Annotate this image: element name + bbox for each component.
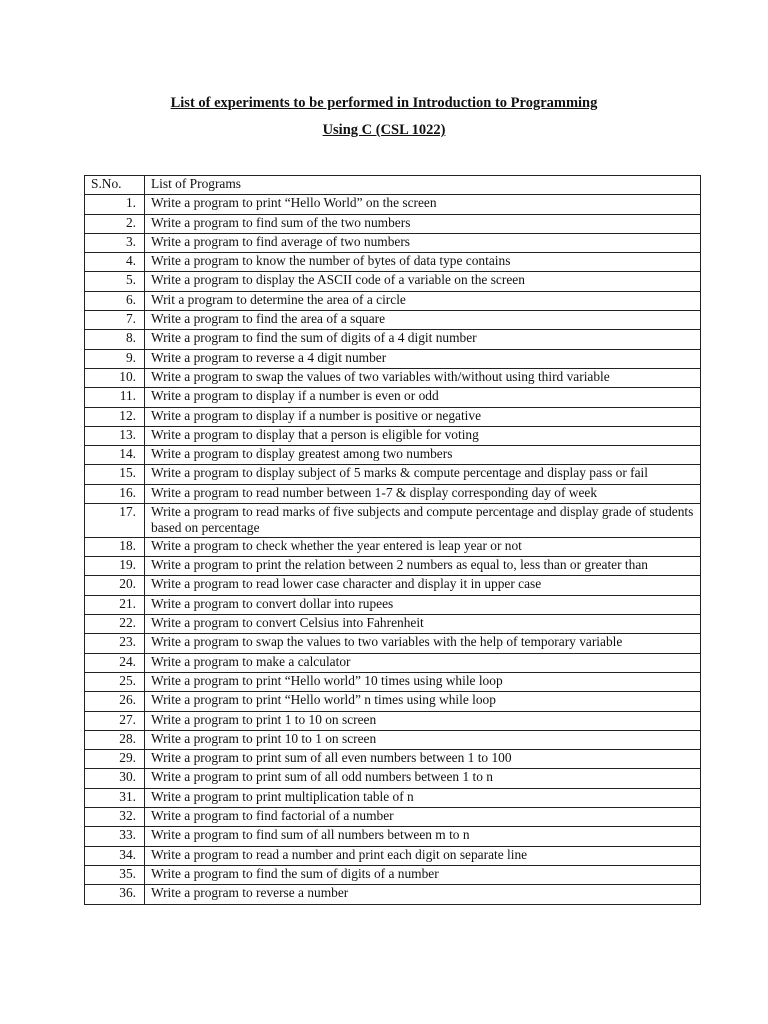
row-sno: 21. (85, 595, 145, 614)
row-program: Writ a program to determine the area of a circle (145, 291, 701, 310)
table-row (85, 311, 701, 330)
row-program: Write a program to print sum of all odd numbers between 1 to n (145, 769, 701, 788)
table-row (85, 388, 701, 407)
row-sno: 25. (85, 672, 145, 691)
row-program: Write a program to display greatest among two numbers (145, 446, 701, 465)
table-row (85, 672, 701, 691)
row-sno: 7. (85, 311, 145, 330)
table-row (85, 504, 701, 538)
table-row (85, 349, 701, 368)
row-program: Write a program to display the ASCII code of a variable on the screen (145, 272, 701, 291)
table-row (85, 730, 701, 749)
row-program: Write a program to know the number of bytes of data type contains (145, 253, 701, 272)
row-program: Write a program to display if a number is even or odd (145, 388, 701, 407)
row-sno: 4. (85, 253, 145, 272)
row-sno: 35. (85, 865, 145, 884)
table-row (85, 557, 701, 576)
row-program: Write a program to read lower case character and display it in upper case (145, 576, 701, 595)
table-row (85, 634, 701, 653)
row-sno: 29. (85, 750, 145, 769)
header-sno: S.No. (85, 176, 145, 195)
row-program: Write a program to print “Hello world” 10 times using while loop (145, 672, 701, 691)
table-row (85, 885, 701, 904)
table-row (85, 653, 701, 672)
table-row (85, 426, 701, 445)
row-program: Write a program to print 10 to 1 on screen (145, 730, 701, 749)
row-sno: 18. (85, 537, 145, 556)
row-sno: 16. (85, 484, 145, 503)
header-programs: List of Programs (145, 176, 701, 195)
table-row (85, 272, 701, 291)
row-program: Write a program to read number between 1-7 & display corresponding day of week (145, 484, 701, 503)
table-row (85, 711, 701, 730)
row-sno: 30. (85, 769, 145, 788)
table-row (85, 615, 701, 634)
table-row (85, 253, 701, 272)
table-row (85, 407, 701, 426)
row-program: Write a program to make a calculator (145, 653, 701, 672)
row-sno: 22. (85, 615, 145, 634)
row-program: Write a program to find factorial of a number (145, 808, 701, 827)
row-program: Write a program to print “Hello World” on the screen (145, 195, 701, 214)
table-row (85, 750, 701, 769)
table-row (85, 214, 701, 233)
row-sno: 23. (85, 634, 145, 653)
row-program: Write a program to find the sum of digits of a number (145, 865, 701, 884)
row-program: Write a program to reverse a 4 digit number (145, 349, 701, 368)
table-row (85, 233, 701, 252)
table-row (85, 368, 701, 387)
row-program: Write a program to find sum of all numbers between m to n (145, 827, 701, 846)
table-row (85, 465, 701, 484)
table-row (85, 595, 701, 614)
row-program: Write a program to find average of two numbers (145, 233, 701, 252)
table-row (85, 446, 701, 465)
row-sno: 31. (85, 788, 145, 807)
row-sno: 10. (85, 368, 145, 387)
row-program: Write a program to swap the values to two variables with the help of temporary variable (145, 634, 701, 653)
table-row (85, 692, 701, 711)
row-sno: 27. (85, 711, 145, 730)
table-row (85, 769, 701, 788)
table-row (85, 576, 701, 595)
row-sno: 5. (85, 272, 145, 291)
table-row (85, 865, 701, 884)
row-program: Write a program to print sum of all even numbers between 1 to 100 (145, 750, 701, 769)
row-sno: 28. (85, 730, 145, 749)
programs-table (84, 175, 701, 905)
row-program: Write a program to print multiplication table of n (145, 788, 701, 807)
row-sno: 19. (85, 557, 145, 576)
row-program: Write a program to check whether the year entered is leap year or not (145, 537, 701, 556)
row-program: Write a program to swap the values of two variables with/without using third variable (145, 368, 701, 387)
row-sno: 1. (85, 195, 145, 214)
row-program: Write a program to display subject of 5 marks & compute percentage and display pass or fail (145, 465, 701, 484)
row-program: Write a program to print 1 to 10 on screen (145, 711, 701, 730)
row-program: Write a program to find the sum of digits of a 4 digit number (145, 330, 701, 349)
row-program: Write a program to read marks of five subjects and compute percentage and display grade of students based on percentage (145, 504, 701, 538)
row-sno: 32. (85, 808, 145, 827)
row-sno: 6. (85, 291, 145, 310)
row-program: Write a program to display if a number is positive or negative (145, 407, 701, 426)
table-row (85, 330, 701, 349)
table-row (85, 846, 701, 865)
row-sno: 15. (85, 465, 145, 484)
row-sno: 2. (85, 214, 145, 233)
document-subtitle: Using C (CSL 1022) (322, 122, 446, 138)
row-sno: 14. (85, 446, 145, 465)
row-sno: 24. (85, 653, 145, 672)
row-sno: 13. (85, 426, 145, 445)
row-program: Write a program to find the area of a square (145, 311, 701, 330)
row-sno: 3. (85, 233, 145, 252)
row-program: Write a program to print “Hello world” n times using while loop (145, 692, 701, 711)
row-program: Write a program to display that a person is eligible for voting (145, 426, 701, 445)
row-sno: 26. (85, 692, 145, 711)
table-header-row (85, 176, 701, 195)
row-sno: 11. (85, 388, 145, 407)
programs-table-body (85, 176, 701, 905)
row-program: Write a program to read a number and print each digit on separate line (145, 846, 701, 865)
table-row (85, 291, 701, 310)
row-program: Write a program to convert Celsius into Fahrenheit (145, 615, 701, 634)
row-sno: 36. (85, 885, 145, 904)
row-program: Write a program to print the relation between 2 numbers as equal to, less than or greater than (145, 557, 701, 576)
table-row (85, 537, 701, 556)
table-row (85, 808, 701, 827)
table-row (85, 827, 701, 846)
document-title: List of experiments to be performed in Introduction to Programming (170, 95, 598, 111)
table-row (85, 788, 701, 807)
row-sno: 9. (85, 349, 145, 368)
table-row (85, 195, 701, 214)
row-sno: 34. (85, 846, 145, 865)
row-program: Write a program to reverse a number (145, 885, 701, 904)
row-program: Write a program to find sum of the two numbers (145, 214, 701, 233)
table-row (85, 484, 701, 503)
row-sno: 8. (85, 330, 145, 349)
row-sno: 20. (85, 576, 145, 595)
row-sno: 12. (85, 407, 145, 426)
row-program: Write a program to convert dollar into rupees (145, 595, 701, 614)
row-sno: 33. (85, 827, 145, 846)
row-sno: 17. (85, 504, 145, 538)
